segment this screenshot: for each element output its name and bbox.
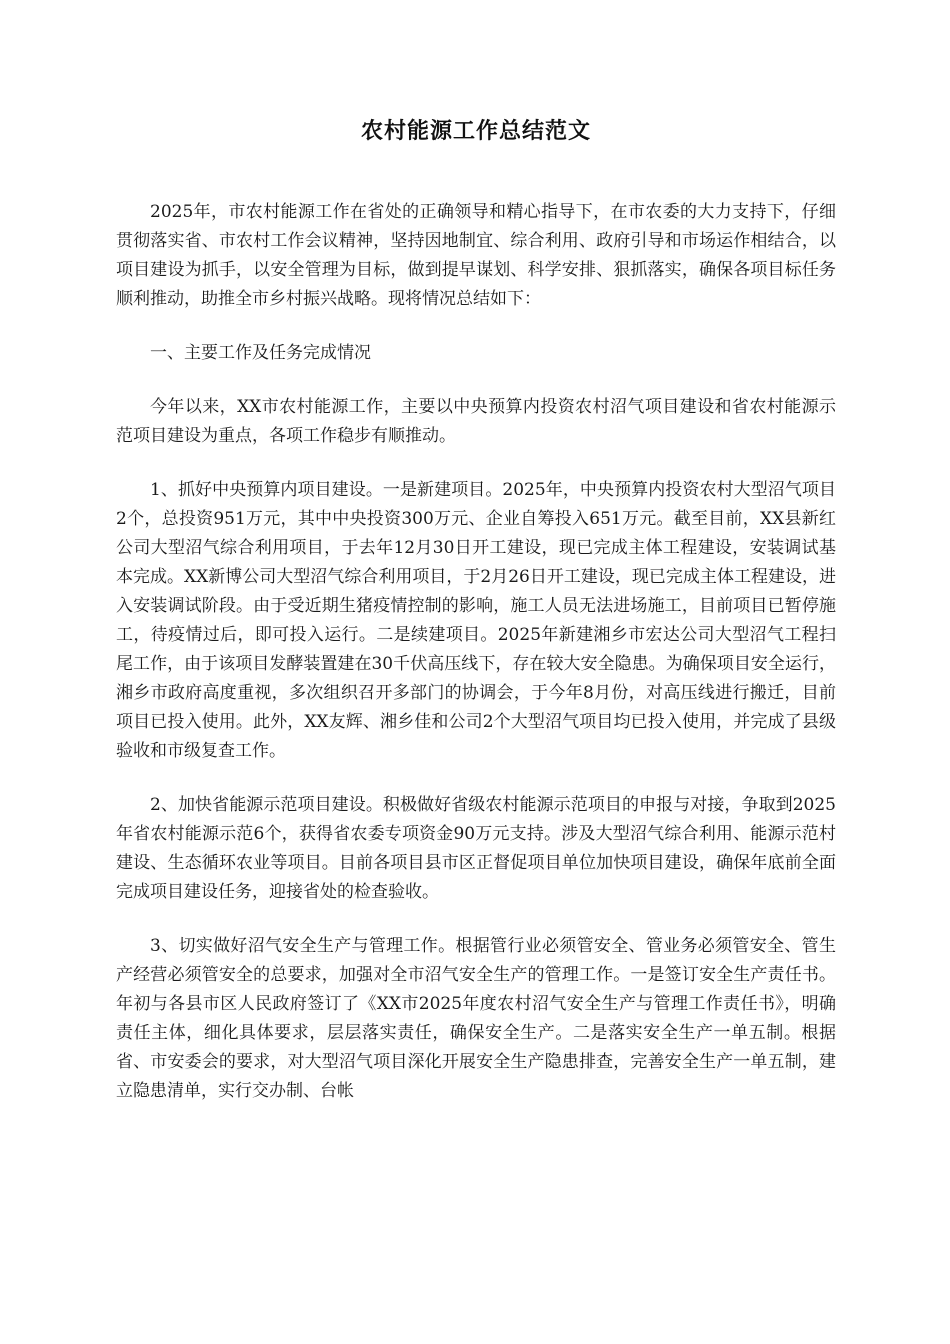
item-2-paragraph: 2、加快省能源示范项目建设。积极做好省级农村能源示范项目的申报与对接，争取到2025年省农村能源示范6个，获得省农委专项资金90万元支持。涉及大型沼气综合利用、能源示范村建设、生态循环农业等项目。目前各项目县市区正督促项目单位加快项目建设，确保年底前全面完成项目建设任务，迎接省处的检查验收。 — [116, 795, 836, 902]
document-title: 农村能源工作总结范文 — [360, 119, 591, 144]
overview-paragraph: 今年以来，XX市农村能源工作，主要以中央预算内投资农村沼气项目建设和省农村能源示范项目建设为重点，各项工作稳步有顺推动。 — [116, 397, 836, 446]
section-heading: 一、主要工作及任务完成情况 — [150, 343, 371, 363]
item-1-paragraph: 1、抓好中央预算内项目建设。一是新建项目。2025年，中央预算内投资农村大型沼气项目2个，总投资951万元，其中中央投资300万元、企业自筹投入651万元。截至目前，XX县新红公司大型沼气综合利用项目，于去年12月30日开工建设，现已完成主体工程建设，安装调试基本完成。XX新博公司大型沼气综合利用项目，于2月26日开工建设，现已完成主体工程建设，进入安装调试阶段。由于受近期生猪疫情控制的影响，施工人员无法进场施工，目前项目已暂停施工，待疫情过后，即可投入运行。二是续建项目。2025年新建湘乡市宏达公司大型沼气工程扫尾工作，由于该项目发酵装置建在30千伏高压线下，存在较大安全隐患。为确保项目安全运行，湘乡市政府高度重视，多次组织召开多部门的协调会，于今年8月份，对高压线进行搬迁，目前项目已投入使用。此外，XX友辉、湘乡佳和公司2个大型沼气项目均已投入使用，并完成了县级验收和市级复查工作。 — [116, 480, 836, 761]
intro-paragraph: 2025年，市农村能源工作在省处的正确领导和精心指导下，在市农委的大力支持下，仔细贯彻落实省、市农村工作会议精神，坚持因地制宜、综合利用、政府引导和市场运作相结合，以项目建设为抓手，以安全管理为目标，做到提早谋划、科学安排、狠抓落实，确保各项目标任务顺利推动，助推全市乡村振兴战略。现将情况总结如下： — [116, 202, 836, 309]
item-3-paragraph: 3、切实做好沼气安全生产与管理工作。根据管行业必须管安全、管业务必须管安全、管生产经营必须管安全的总要求，加强对全市沼气安全生产的管理工作。一是签订安全生产责任书。年初与各县市区人民政府签订了《XX市2025年度农村沼气安全生产与管理工作责任书》，明确责任主体，细化具体要求，层层落实责任，确保安全生产。二是落实安全生产一单五制。根据省、市安委会的要求，对大型沼气项目深化开展安全生产隐患排查，完善安全生产一单五制，建立隐患清单，实行交办制、台帐 — [116, 936, 836, 1101]
document-page — [116, 0, 836, 1106]
